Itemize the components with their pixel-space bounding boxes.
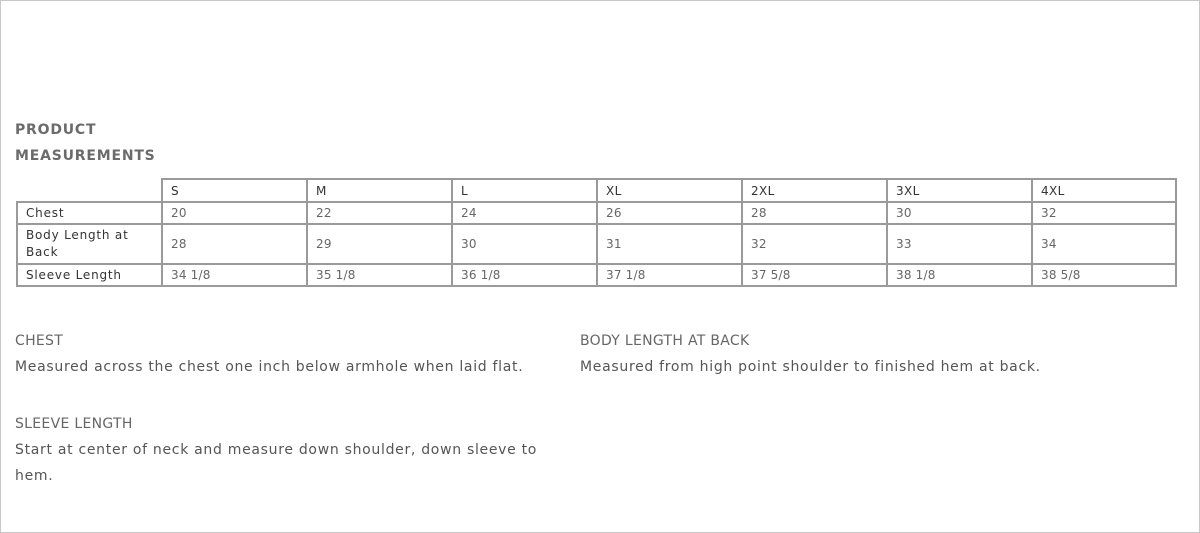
sleeve-length-description	[15, 411, 555, 489]
description-title: SLEEVE LENGTH	[15, 416, 133, 432]
table-cell: 29	[307, 224, 452, 264]
table-cell: 30	[887, 202, 1032, 224]
column-header-xl: XL	[597, 179, 742, 202]
description-title: CHEST	[15, 333, 64, 349]
description-text: Measured across the chest one inch below armhole when laid flat.	[15, 359, 524, 375]
table-cell: 26	[597, 202, 742, 224]
column-header-4xl: 4XL	[1032, 179, 1176, 202]
column-header-m: M	[307, 179, 452, 202]
table-cell: 36 1/8	[452, 264, 597, 286]
table-cell: 34	[1032, 224, 1176, 264]
table-cell: 20	[162, 202, 307, 224]
table-cell: 30	[452, 224, 597, 264]
table-cell: 24	[452, 202, 597, 224]
table-cell: 28	[742, 202, 887, 224]
column-header-l: L	[452, 179, 597, 202]
chest-description	[15, 328, 555, 380]
description-title: BODY LENGTH AT BACK	[580, 333, 750, 349]
table-cell: 33	[887, 224, 1032, 264]
section-heading	[15, 117, 156, 169]
table-cell: 32	[742, 224, 887, 264]
table-cell: 28	[162, 224, 307, 264]
heading-line-2: MEASUREMENTS	[15, 148, 156, 164]
row-label: Body Length at Back	[17, 224, 162, 264]
table-row-chest	[17, 202, 1176, 224]
column-header-s: S	[162, 179, 307, 202]
row-label: Sleeve Length	[17, 264, 162, 286]
table-cell: 34 1/8	[162, 264, 307, 286]
column-header-2xl: 2XL	[742, 179, 887, 202]
table-row-body-length	[17, 224, 1176, 264]
table-cell: 35 1/8	[307, 264, 452, 286]
table-corner-cell	[17, 179, 162, 202]
row-label: Chest	[17, 202, 162, 224]
table-cell: 38 1/8	[887, 264, 1032, 286]
table-header-row	[17, 179, 1176, 202]
heading-line-1: PRODUCT	[15, 122, 97, 138]
description-text: Measured from high point shoulder to finished hem at back.	[580, 359, 1041, 375]
description-text: Start at center of neck and measure down shoulder, down sleeve to hem.	[15, 442, 538, 484]
measurements-table	[16, 178, 1177, 287]
table-cell: 22	[307, 202, 452, 224]
column-header-3xl: 3XL	[887, 179, 1032, 202]
table-cell: 37 5/8	[742, 264, 887, 286]
body-length-description	[580, 328, 1140, 380]
table-cell: 32	[1032, 202, 1176, 224]
table-cell: 31	[597, 224, 742, 264]
table-cell: 38 5/8	[1032, 264, 1176, 286]
table-cell: 37 1/8	[597, 264, 742, 286]
table-row-sleeve-length	[17, 264, 1176, 286]
